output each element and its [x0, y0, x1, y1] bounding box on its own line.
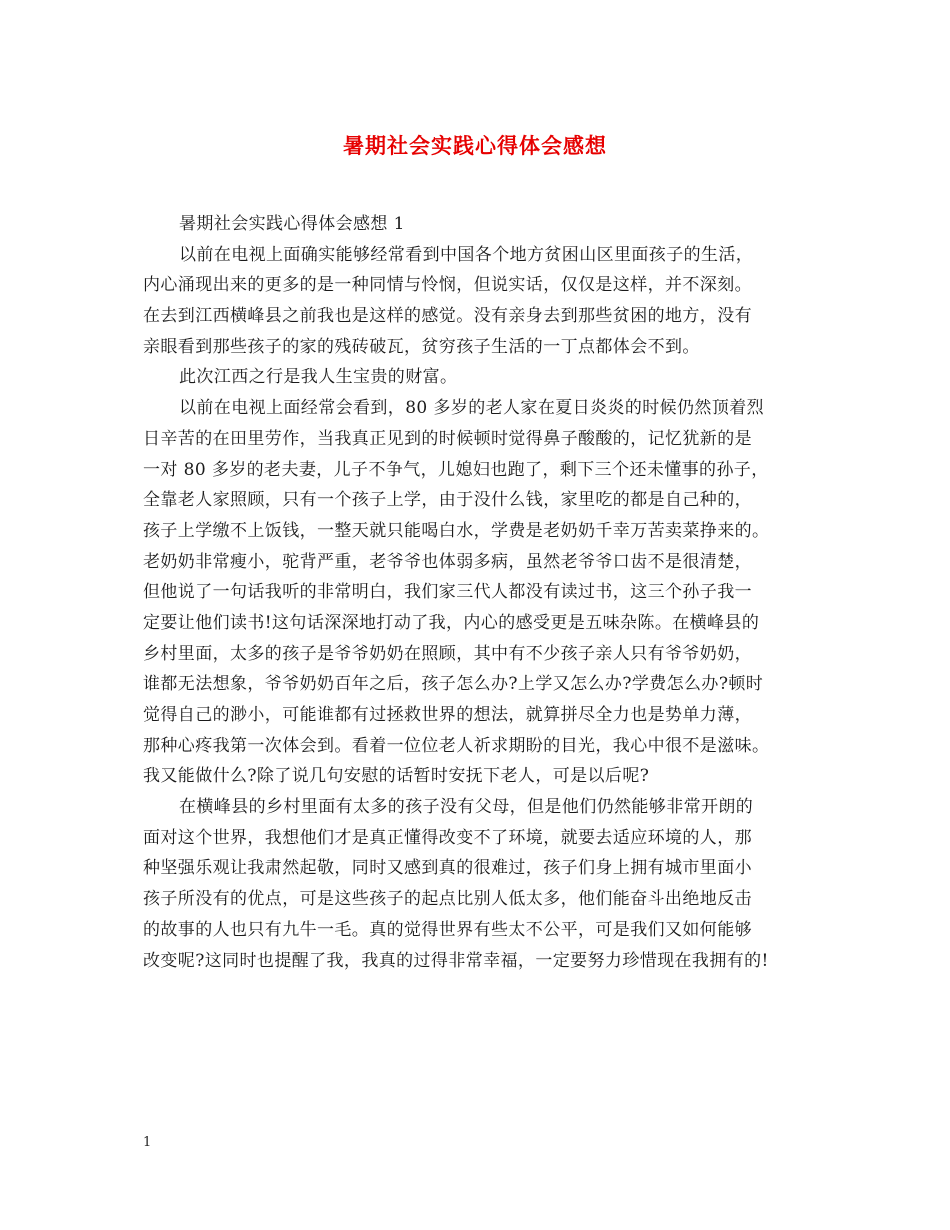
page-number: 1	[143, 1135, 152, 1150]
text-line: 以前在电视上面经常会看到，80 多岁的老人家在夏日炎炎的时候仍然顶着烈	[179, 398, 765, 419]
text-line: 一对 80 多岁的老夫妻，儿子不争气，儿媳妇也跑了，剩下三个还未懂事的孙子，	[143, 459, 769, 480]
text-line: 内心涌现出来的更多的是一种同情与怜悯，但说实话，仅仅是这样，并不深刻。	[143, 275, 752, 296]
text-line: 种坚强乐观让我肃然起敬，同时又感到真的很难过，孩子们身上拥有城市里面小	[143, 858, 752, 879]
text-line: 定要让他们读书!这句话深深地打动了我，内心的感受更是五味杂陈。在横峰县的	[143, 612, 760, 633]
text-line: 在去到江西横峰县之前我也是这样的感觉。没有亲身去到那些贫困的地方，没有	[143, 306, 752, 327]
text-line: 觉得自己的渺小，可能谁都有过拯救世界的想法，就算拼尽全力也是势单力薄，	[143, 705, 752, 725]
text-line: 孩子上学缴不上饭钱，一整天就只能喝白水，学费是老奶奶千幸万苦卖菜挣来的。	[143, 520, 770, 541]
text-line: 谁都无法想象，爷爷奶奶百年之后，孩子怎么办?上学又怎么办?学费怎么办?顿时	[143, 674, 764, 695]
text-line: 的故事的人也只有九牛一毛。真的觉得世界有些太不公平，可是我们又如何能够	[143, 919, 752, 940]
text-line: 乡村里面，太多的孩子是爷爷奶奶在照顾，其中有不少孩子亲人只有爷爷奶奶，	[143, 643, 752, 664]
document-title: 暑期社会实践心得体会感想	[343, 133, 607, 158]
text-line: 此次江西之行是我人生宝贵的财富。	[179, 367, 458, 388]
text-line: 日辛苦的在田里劳作，当我真正见到的时候顿时觉得鼻子酸酸的，记忆犹新的是	[143, 428, 752, 449]
text-line: 那种心疼我第一次体会到。看着一位位老人祈求期盼的目光，我心中很不是滋味。	[143, 735, 770, 756]
text-line: 面对这个世界，我想他们才是真正懂得改变不了环境，就要去适应环境的人，那	[143, 827, 752, 848]
text-line: 暑期社会实践心得体会感想 1	[179, 214, 405, 234]
text-line: 以前在电视上面确实能够经常看到中国各个地方贫困山区里面孩子的生活，	[179, 244, 754, 265]
text-line: 老奶奶非常瘦小，驼背严重，老爷爷也体弱多病，虽然老爷爷口齿不是很清楚，	[143, 551, 752, 572]
text-line: 我又能做什么?除了说几句安慰的话暂时安抚下老人，可是以后呢?	[143, 766, 650, 787]
text-line: 但他说了一句话我听的非常明白，我们家三代人都没有读过书，这三个孙子我一	[143, 582, 752, 603]
text-line: 在横峰县的乡村里面有太多的孩子没有父母，但是他们仍然能够非常开朗的	[179, 797, 754, 818]
text-line: 全靠老人家照顾，只有一个孩子上学，由于没什么钱，家里吃的都是自己种的，	[143, 490, 752, 511]
document-body	[143, 209, 833, 976]
text-line: 改变呢?这同时也提醒了我，我真的过得非常幸福，一定要努力珍惜现在我拥有的!	[143, 950, 769, 971]
text-line: 亲眼看到那些孩子的家的残砖破瓦，贫穷孩子生活的一丁点都体会不到。	[143, 336, 700, 357]
text-line: 孩子所没有的优点，可是这些孩子的起点比别人低太多，他们能奋斗出绝地反击	[143, 889, 752, 910]
